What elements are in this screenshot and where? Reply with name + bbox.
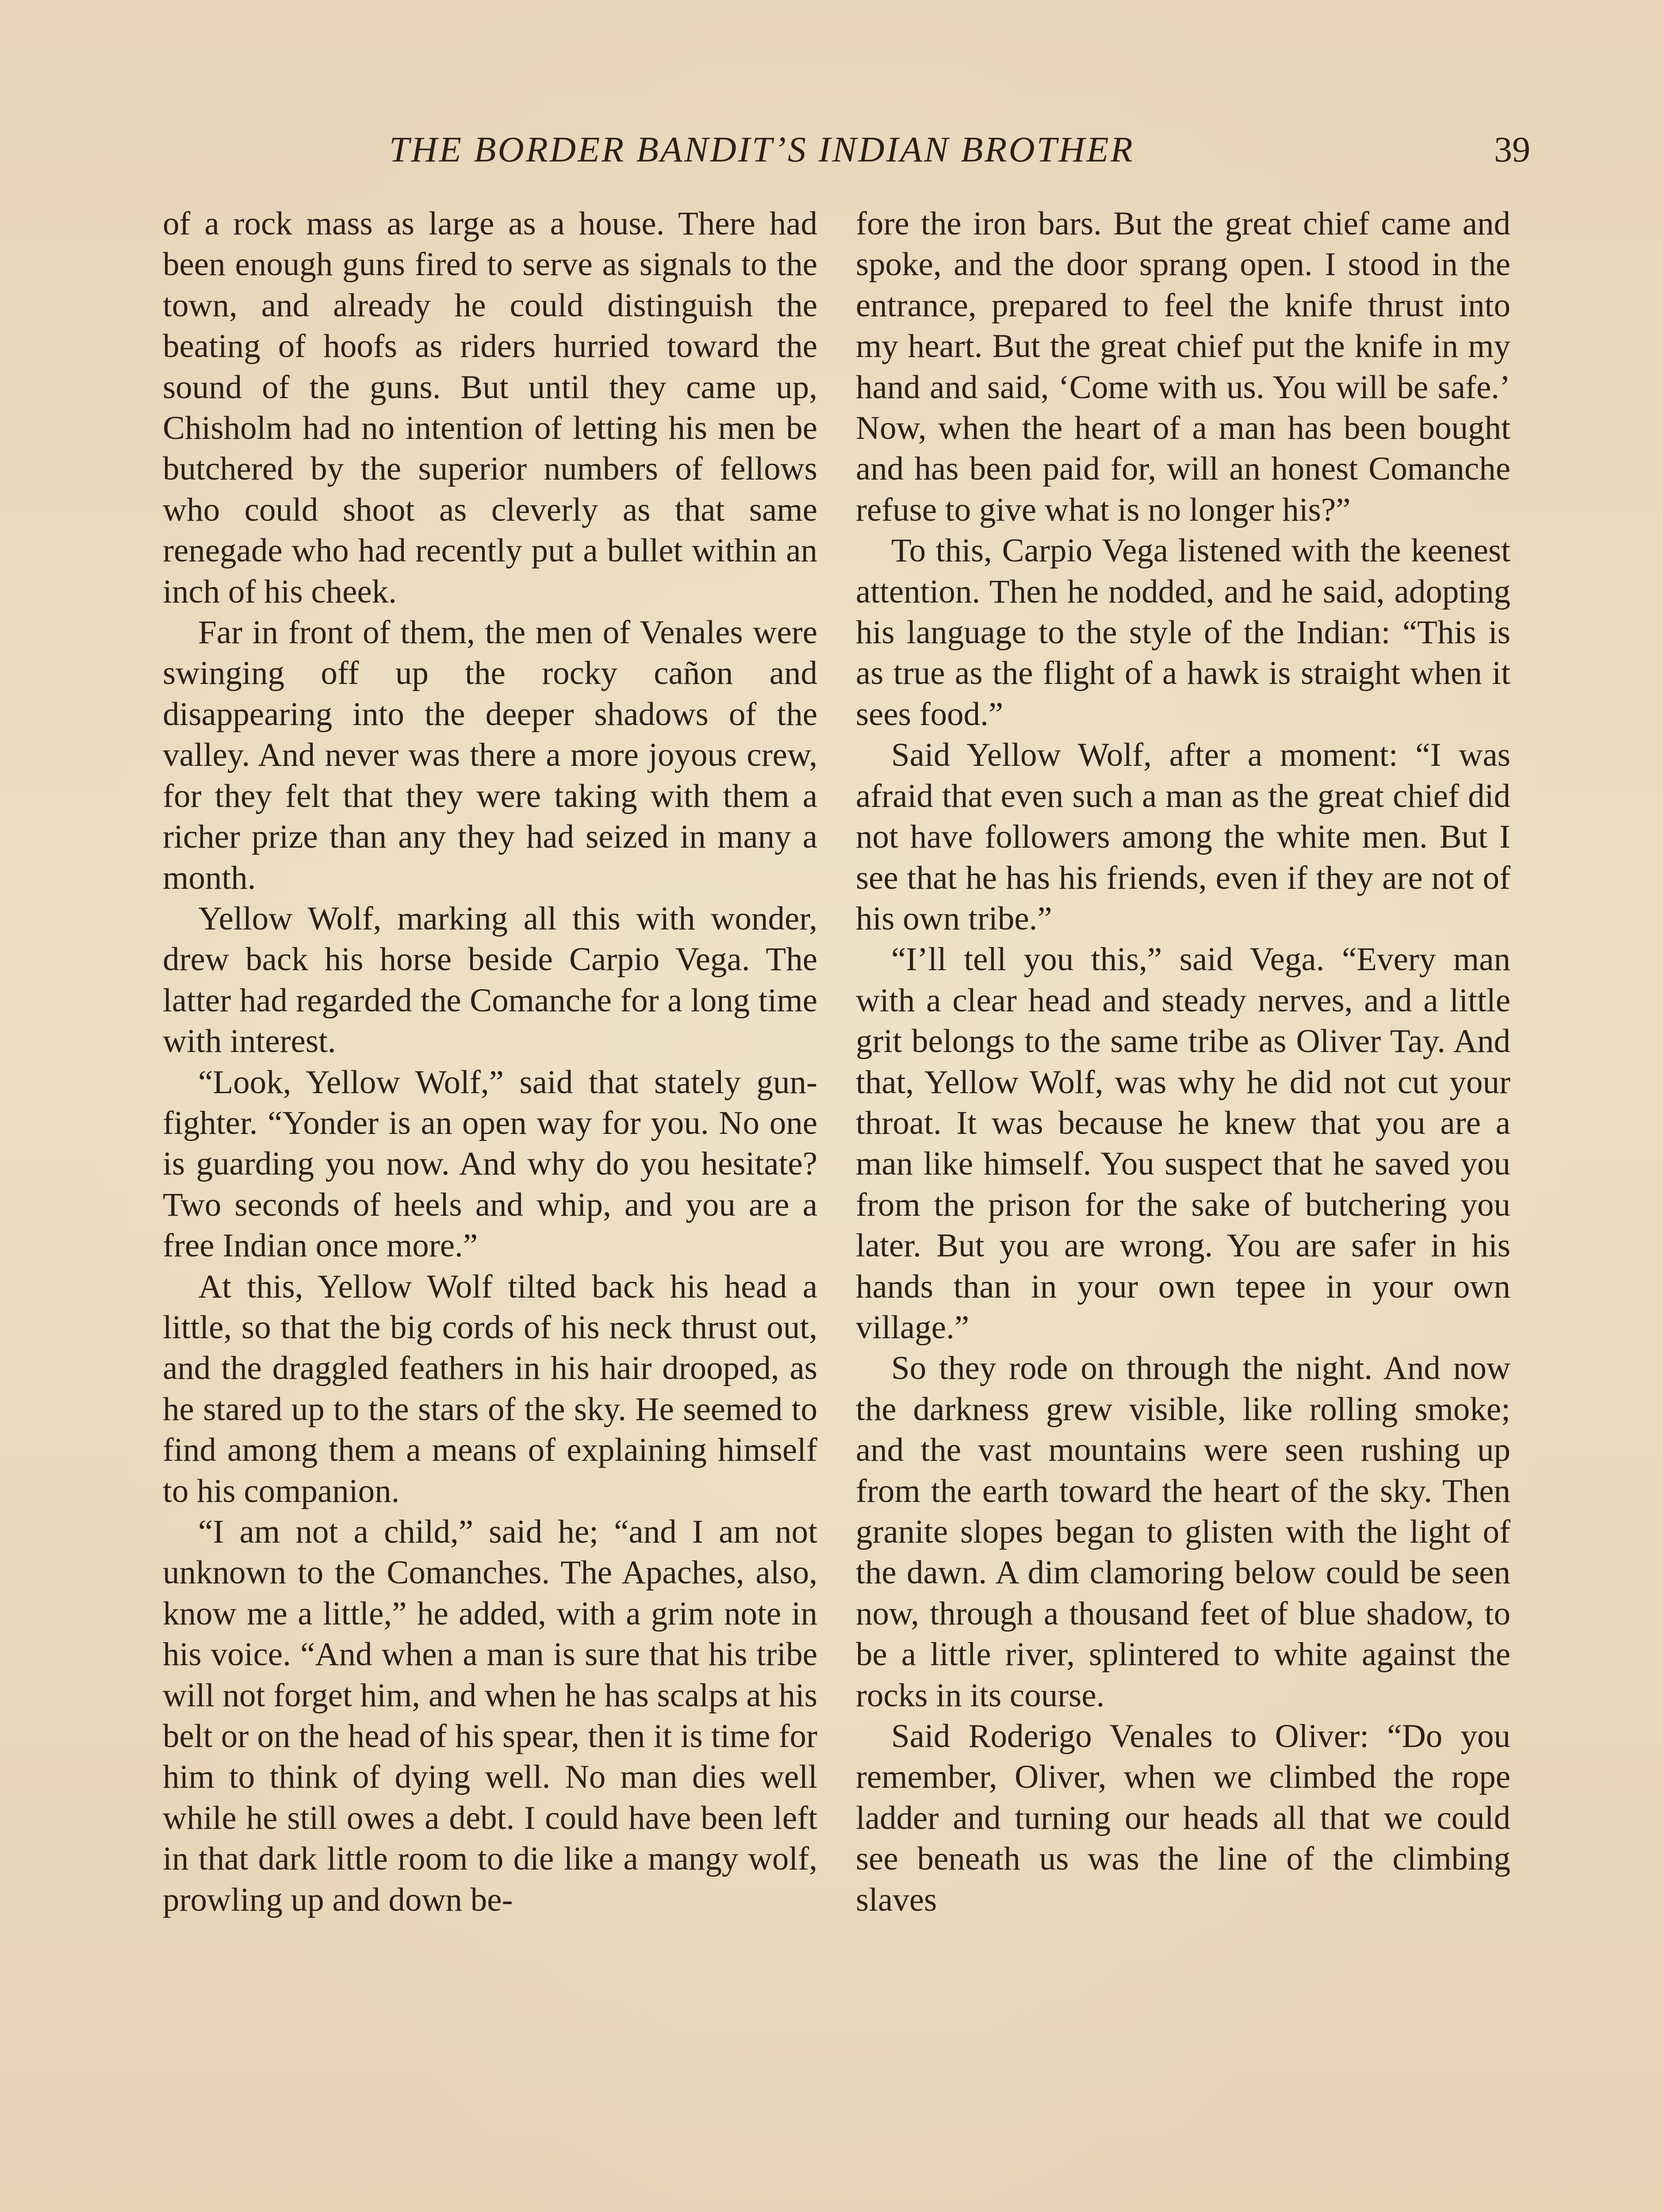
text-column-right	[856, 204, 1510, 1920]
paragraph: To this, Carpio Vega listened with the keenest attention. Then he nodded, and he said, adopting his language to the style of the Indian: “This is as true as the flight of a hawk is straight when it sees food.”	[856, 532, 1510, 733]
text-column-left	[163, 204, 817, 1920]
running-title: THE BORDER BANDIT’S INDIAN BROTHER	[389, 129, 1134, 169]
paragraph: “I am not a child,” said he; “and I am not unknown to the Comanches. The Apaches, also, know me a little,” he added, with a grim note in his voice. “And when a man is sure that his tribe will not forget him, and when he has scalps at his belt or on the head of his spear, then it is time for him to think of dying well. No man dies well while he still owes a debt. I could have been left in that dark little room to die like a mangy wolf, prowling up and down be-	[163, 1513, 817, 1918]
paragraph: So they rode on through the night. And now the darkness grew visible, like rolling smoke; and the vast mountains were seen rushing up from the earth toward the heart of the sky. Then granite slopes began to glisten with the light of the dawn. A dim clamoring below could be seen now, through a thousand feet of blue shadow, to be a little river, splintered to white against the rocks in its course.	[856, 1350, 1510, 1714]
paragraph: fore the iron bars. But the great chief came and spoke, and the door sprang open. I stood in the entrance, prepared to feel the knife thrust into my heart. But the great chief put the knife in my hand and said, ‘Come with us. You will be safe.’ Now, when the heart of a man has been bought and has been paid for, will an honest Comanche refuse to give what is no longer his?”	[856, 205, 1510, 528]
page-number: 39	[1494, 129, 1530, 169]
paragraph: At this, Yellow Wolf tilted back his head a little, so that the big cords of his neck thrust out, and the draggled feathers in his hair drooped, as he stared up to the stars of the sky. He seemed to find among them a means of explaining himself to his companion.	[163, 1268, 817, 1509]
paragraph: “Look, Yellow Wolf,” said that stately gun-fighter. “Yonder is an open way for you. No one is guarding you now. And why do you hesitate? Two seconds of heels and whip, and you are a free Indian once more.”	[163, 1064, 817, 1264]
paragraph: of a rock mass as large as a house. There had been enough guns fired to serve as signals to the town, and already he could distinguish the beating of hoofs as riders hurried toward the sound of the guns. But until they came up, Chisholm had no intention of letting his men be butchered by the superior numbers of fellows who could shoot as cleverly as that same renegade who had recently put a bullet within an inch of his cheek.	[163, 205, 817, 610]
paragraph: Yellow Wolf, marking all this with wonder, drew back his horse beside Carpio Vega. The latter had regarded the Comanche for a long time with interest.	[163, 900, 817, 1060]
paragraph: Said Roderigo Venales to Oliver: “Do you remember, Oliver, when we climbed the rope ladder and turning our heads all that we could see beneath us was the line of the climbing slaves	[856, 1718, 1510, 1918]
paragraph: “I’ll tell you this,” said Vega. “Every man with a clear head and steady nerves, and a little grit belongs to the same tribe as Oliver Tay. And that, Yellow Wolf, was why he did not cut your throat. It was because he knew that you are a man like himself. You suspect that he saved you from the prison for the sake of butchering you later. But you are wrong. You are safer in his hands than in your own tepee in your own village.”	[856, 941, 1510, 1346]
paragraph: Far in front of them, the men of Venales were swinging off up the rocky cañon and disappearing into the deeper shadows of the valley. And never was there a more joyous crew, for they felt that they were taking with them a richer prize than any they had seized in many a month.	[163, 614, 817, 896]
page-header	[159, 119, 1530, 180]
paragraph: Said Yellow Wolf, after a moment: “I was afraid that even such a man as the great chief did not have followers among the white men. But I see that he has his friends, even if they are not of his own tribe.”	[856, 737, 1510, 937]
